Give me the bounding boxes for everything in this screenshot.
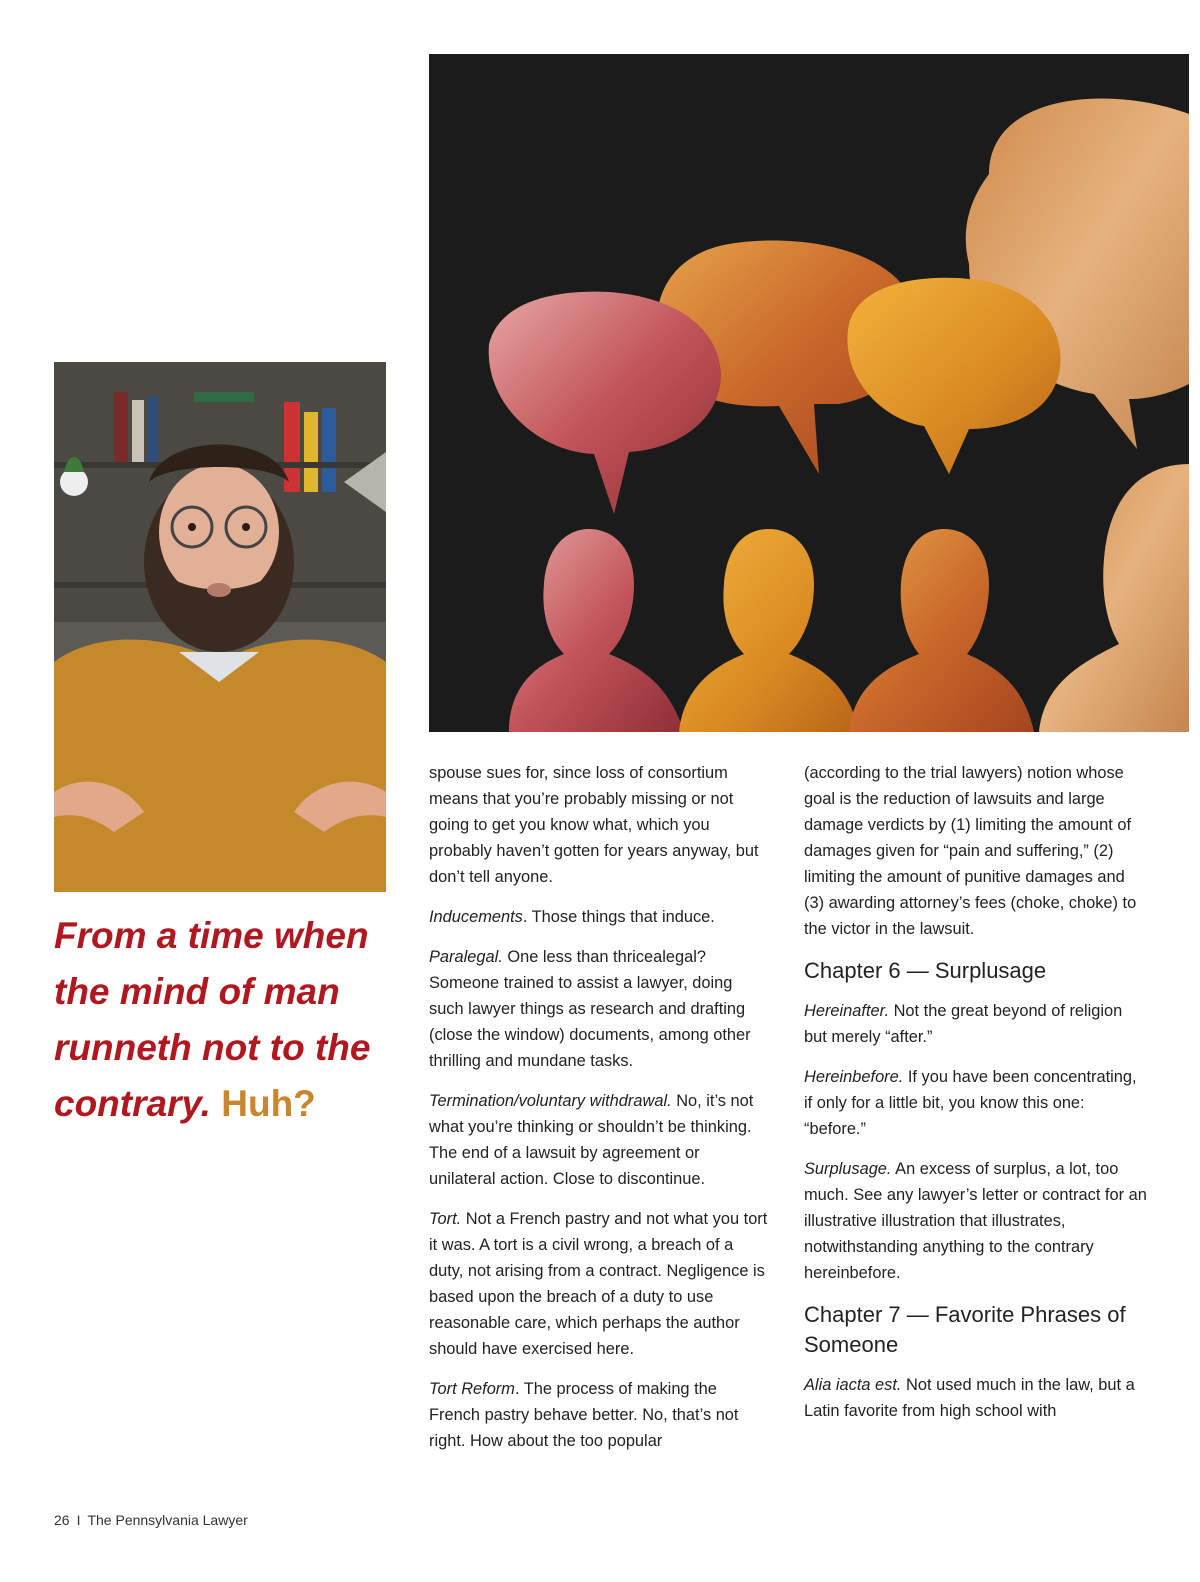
definition-hereinafter	[804, 998, 1149, 1050]
paragraph-text: (according to the trial lawyers) notion whose goal is the reduction of lawsuits and large damage verdicts by (1) limiting the amount of damages given for “pain and suffering,” (2) limiting the amount of punitive damages and (3) awarding attorney’s fees (choke, choke) to the victor in the lawsuit.	[804, 764, 1137, 938]
definition: No, it’s not what you’re thinking or shouldn’t be thinking. The end of a lawsuit by agreement or unilateral action. Close to discontinue.	[429, 1092, 754, 1188]
page-number: 26	[54, 1512, 70, 1528]
definition: Not used much in the law, but a Latin favorite from high school with	[804, 1376, 1135, 1420]
publication-name: The Pennsylvania Lawyer	[87, 1512, 248, 1528]
footer-separator: I	[76, 1512, 81, 1528]
definition: . Those things that induce.	[522, 908, 715, 926]
term: Surplusage.	[804, 1160, 892, 1178]
page-footer	[54, 1512, 248, 1528]
pull-quote-text: From a time when the mind of man runneth not to the contrary.	[54, 915, 371, 1124]
definition: An excess of surplus, a lot, too much. See any lawyer’s letter or contract for an illustrative illustration that illustrates, notwithstanding anything to the contrary hereinbefore.	[804, 1160, 1147, 1282]
definition: One less than thricealegal? Someone trained to assist a lawyer, doing such lawyer things as research and drafting (close the window) documents, among other thrilling and mundane tasks.	[429, 948, 751, 1070]
paragraph	[804, 760, 1149, 942]
portrait-image	[54, 362, 386, 892]
definition: . The process of making the French pastry behave better. No, that’s not right. How about the too popular	[429, 1380, 739, 1450]
definition-tort-reform	[429, 1376, 769, 1454]
definition: If you have been concentrating, if only for a little bit, you know this one: “before.”	[804, 1068, 1137, 1138]
definition-surplusage	[804, 1156, 1149, 1286]
term: Tort Reform	[429, 1380, 515, 1398]
term: Hereinafter.	[804, 1002, 890, 1020]
definition-paralegal	[429, 944, 769, 1074]
definition-alia-iacta-est	[804, 1372, 1149, 1424]
hero-image	[429, 54, 1189, 732]
pull-quote	[54, 908, 394, 1132]
paragraph-text: spouse sues for, since loss of consortium means that you’re probably missing or not going to get you know what, which you probably haven’t gotten for years anyway, but don’t tell anyone.	[429, 764, 759, 886]
definition: Not the great beyond of religion but merely “after.”	[804, 1002, 1123, 1046]
definition: Not a French pastry and not what you tort it was. A tort is a civil wrong, a breach of a duty, not arising from a contract. Negligence is based upon the breach of a duty to use reasonable care, which perhaps the author should have exercised here.	[429, 1210, 768, 1358]
speech-bubbles-illustration	[429, 54, 1189, 732]
term: Termination/voluntary withdrawal.	[429, 1092, 672, 1110]
definition-hereinbefore	[804, 1064, 1149, 1142]
definition-tort	[429, 1206, 769, 1362]
shrugging-man-photo	[54, 362, 386, 892]
chapter-heading: Chapter 6 — Surplusage	[804, 958, 1047, 983]
term: Hereinbefore.	[804, 1068, 904, 1086]
term: Tort.	[429, 1210, 462, 1228]
pull-quote-accent: Huh?	[221, 1083, 316, 1124]
term: Inducements	[429, 908, 523, 926]
definition-inducements	[429, 904, 769, 930]
chapter-heading: Chapter 7 — Favorite Phrases of Someone	[804, 1302, 1126, 1357]
text-column-1	[429, 760, 769, 1468]
definition-termination	[429, 1088, 769, 1192]
text-column-2	[804, 760, 1149, 1438]
term: Paralegal.	[429, 948, 503, 966]
term: Alia iacta est.	[804, 1376, 902, 1394]
paragraph	[429, 760, 769, 890]
